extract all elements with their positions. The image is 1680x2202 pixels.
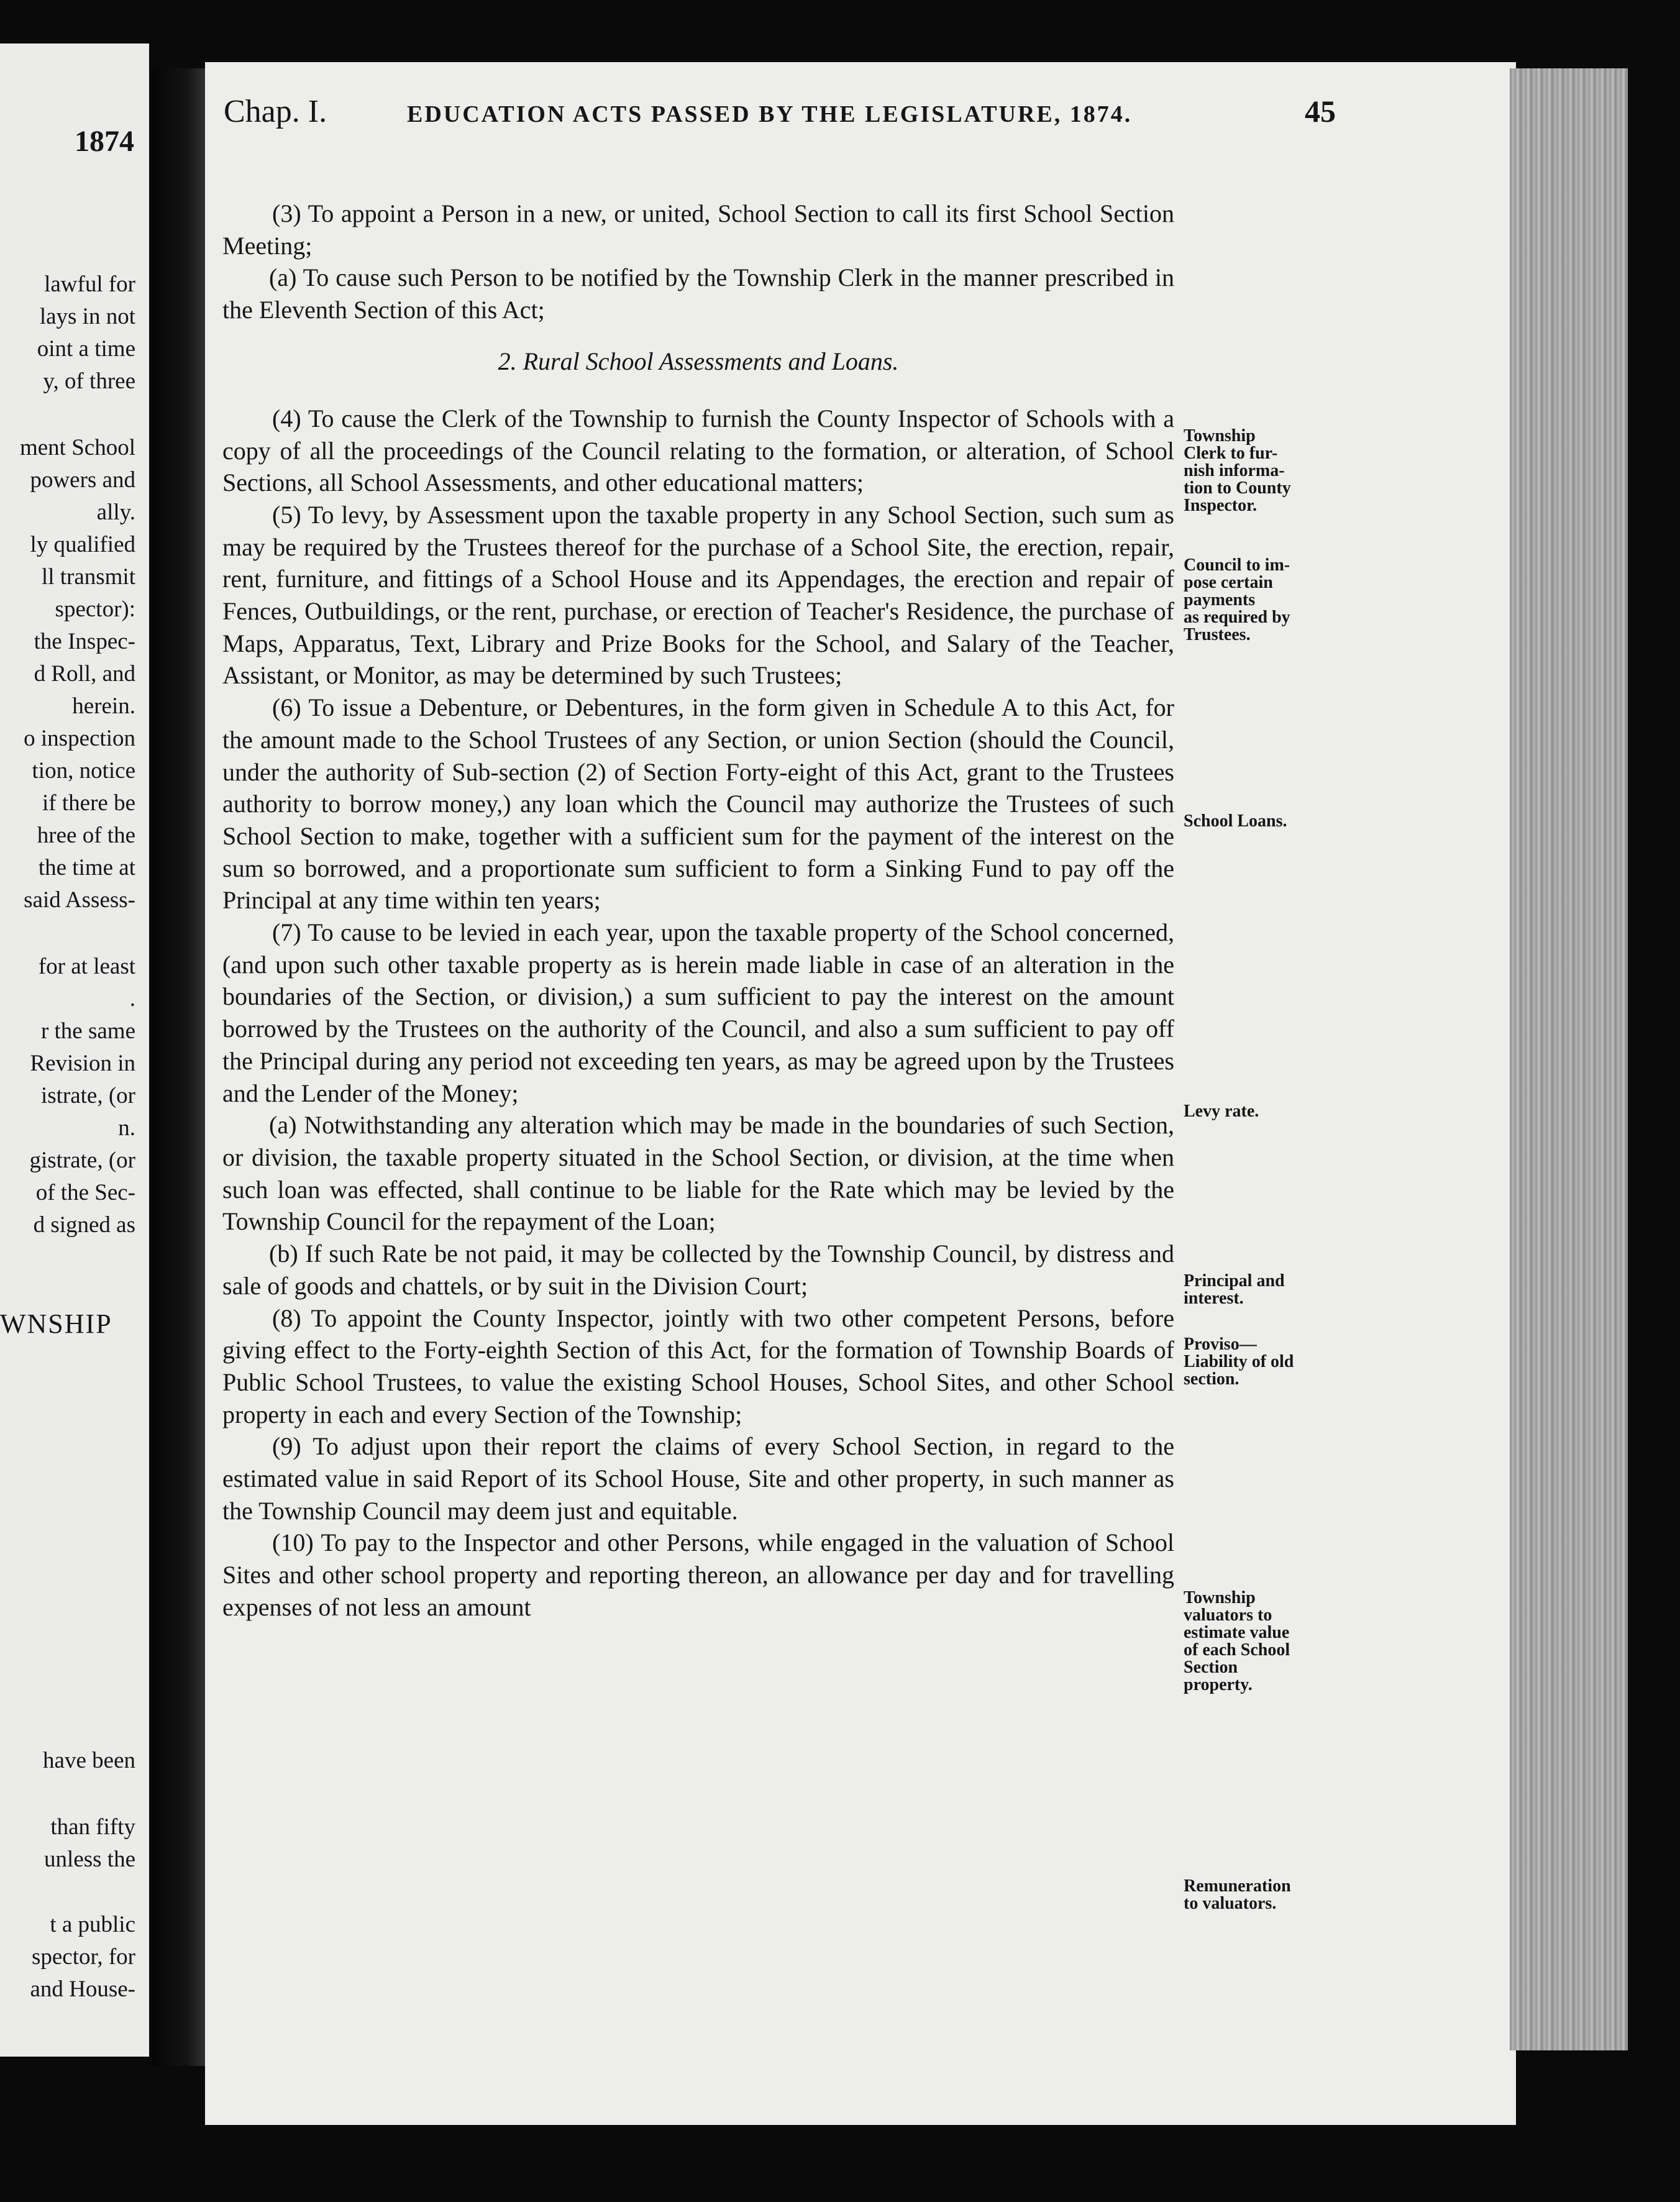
book-gutter bbox=[152, 68, 211, 2066]
facing-page-line: lays in not bbox=[39, 304, 135, 329]
facing-page-line: for at least bbox=[38, 954, 135, 979]
facing-page-line: the time at bbox=[38, 855, 135, 880]
facing-page-line: the Inspec- bbox=[34, 629, 135, 654]
paragraph-10: (10) To pay to the Inspector and other Persons, while engaged in the valuation of School Sites and other school property and reporting thereon, an allowance per day and for travelling expenses of not less an amount bbox=[222, 1528, 1174, 1621]
facing-page-line: . bbox=[129, 986, 135, 1012]
facing-page-line: hree of the bbox=[37, 823, 135, 848]
facing-page-line: gistrate, (or bbox=[29, 1148, 135, 1173]
facing-page-line: lawful for bbox=[44, 272, 135, 297]
chapter-label: Chap. I. bbox=[224, 94, 327, 129]
facing-page bbox=[0, 43, 149, 2057]
facing-page-line: herein. bbox=[72, 693, 135, 719]
paragraph-3a: (a) To cause such Person to be notified by the Township Clerk in the manner prescribed in the Eleventh Section of this Act; bbox=[222, 263, 1174, 324]
facing-page-line: ly qualified bbox=[30, 532, 135, 557]
facing-page-line: y, of three bbox=[43, 368, 135, 394]
paragraph-7b: (b) If such Rate be not paid, it may be collected by the Township Council, by distress and sale of goods and chattels, or by suit in the Division Court; bbox=[222, 1240, 1174, 1300]
facing-page-line: Revision in bbox=[30, 1051, 135, 1076]
facing-page-line: said Assess- bbox=[24, 887, 135, 913]
paragraph-7: (7) To cause to be levied in each year, upon the taxable property of the School concerned, (and upon such other taxable property as is herein made liable in case of an alteration in the boundaries of the Section, or division,) a sum sufficient to pay the interest on the amount borrowed by the Trustees on the authority of the Council, and also a sum sufficient to pay off the Principal during any period not exceeding ten years, as may be agreed upon by the Trustees and the Lender of the Money; bbox=[222, 918, 1174, 1107]
margin-note-proviso: Proviso— Liability of old section. bbox=[1184, 1335, 1294, 1389]
facing-page-line: ll transmit bbox=[41, 564, 135, 590]
paragraph-8: (8) To appoint the County Inspector, jointly with two other competent Persons, before giving effect to the Forty-eighth Section of this Act, for the formation of Township Boards of Public School Trustees, to value the existing School Houses, School Sites, and other School property in each and every Section of the Township; bbox=[222, 1304, 1174, 1428]
paragraph-6: (6) To issue a Debenture, or Debentures, in the form given in Schedule A to this Act, for the amount made to the School Trustees of any Section, or union Section (should the Council, under the authority of Sub-section (2) of Section Forty-eight of this Act, grant to the Trustees authority to borrow money,) any loan which the Council may authorize the Trustees of such School Section to make, together with a sufficient sum for the payment of the interest on the sum so borrowed, and a proportionate sum sufficient to form a Sinking Fund to pay off the Principal at any time within ten years; bbox=[222, 693, 1174, 915]
margin-note-township-valuators: Township valuators to estimate value of each School Section property. bbox=[1184, 1588, 1290, 1694]
margin-note-township-clerk: Township Clerk to fur- nish informa- tion to County Inspector. bbox=[1184, 426, 1291, 515]
section-heading: 2. Rural School Assessments and Loans. bbox=[498, 347, 899, 375]
facing-page-line: t a public bbox=[50, 1912, 135, 1937]
facing-page-line: d signed as bbox=[33, 1212, 135, 1238]
body-text bbox=[222, 198, 1174, 1624]
facing-page-line: ment School bbox=[19, 435, 135, 460]
facing-page-line: n. bbox=[118, 1115, 135, 1141]
facing-page-line: ally. bbox=[96, 500, 135, 525]
paragraph-9: (9) To adjust upon their report the claims of every School Section, in regard to the estimated value in said Report of its School House, Site and other property, in such manner as the Township Council may deem just and equitable. bbox=[222, 1432, 1174, 1525]
facing-page-line: spector, for bbox=[31, 1944, 135, 1970]
facing-page-line: and House- bbox=[30, 1976, 135, 2002]
paragraph-7a: (a) Notwithstanding any alteration which may be made in the boundaries of such Section, or division, the taxable property situated in the School Section, or division, at the time when such loan was effected, shall continue to be liable for the Rate which may be levied by the Township Council for the repayment of the Loan; bbox=[222, 1111, 1174, 1236]
facing-page-line: tion, notice bbox=[32, 758, 135, 783]
facing-page-line: than fifty bbox=[50, 1814, 135, 1840]
facing-page-line: d Roll, and bbox=[34, 661, 135, 687]
margin-note-principal-interest: Principal and interest. bbox=[1184, 1271, 1285, 1308]
paragraph-5: (5) To levy, by Assessment upon the taxable property in any School Section, such sum as may be required by the Trustees thereof for the purchase of a School Site, the erection, repair, rent, furniture, and fittings of a School House and its Appendages, the erection and repair of Fences, Outbuildings, or the rent, purchase, or erection of Teacher's Residence, the purchase of Maps, Apparatus, Text, Library and Prize Books for the School, and Salary of the Teacher, Assistant, or Monitor, as may be determined by such Trustees; bbox=[222, 500, 1174, 690]
page-edges bbox=[1510, 68, 1628, 2050]
facing-page-line: powers and bbox=[30, 467, 135, 493]
page-number: 45 bbox=[1305, 94, 1336, 129]
paragraph-4: (4) To cause the Clerk of the Township to furnish the County Inspector of Schools with a copy of all the proceedings of the Council relating to the formation, or alteration, of School Sections, all School Assessments, and other educational matters; bbox=[222, 404, 1174, 497]
running-title: EDUCATION ACTS PASSED BY THE LEGISLATURE, 1874. bbox=[407, 101, 1133, 127]
facing-page-line: of the Sec- bbox=[35, 1180, 135, 1205]
margin-note-remuneration: Remuneration to valuators. bbox=[1184, 1876, 1291, 1913]
margin-note-council-payments: Council to im- pose certain payments as required by Trustees. bbox=[1184, 555, 1290, 644]
facing-page-heading: WNSHIP bbox=[0, 1309, 112, 1339]
facing-page-line: if there be bbox=[42, 790, 135, 816]
margin-note-levy-rate: Levy rate. bbox=[1184, 1102, 1259, 1121]
facing-page-line: oint a time bbox=[37, 336, 135, 362]
facing-page-line: unless the bbox=[44, 1847, 135, 1872]
facing-page-line: spector): bbox=[55, 596, 135, 622]
running-header bbox=[224, 93, 1336, 143]
facing-page-line: o inspection bbox=[24, 726, 135, 751]
margin-note-school-loans: School Loans. bbox=[1184, 811, 1287, 831]
facing-page-line: r the same bbox=[40, 1018, 135, 1044]
facing-page-line: have been bbox=[43, 1748, 135, 1773]
facing-page-line: istrate, (or bbox=[40, 1083, 135, 1108]
facing-page-year: 1874 bbox=[75, 125, 134, 158]
paragraph-3: (3) To appoint a Person in a new, or united, School Section to call its first School Section Meeting; bbox=[222, 199, 1174, 260]
